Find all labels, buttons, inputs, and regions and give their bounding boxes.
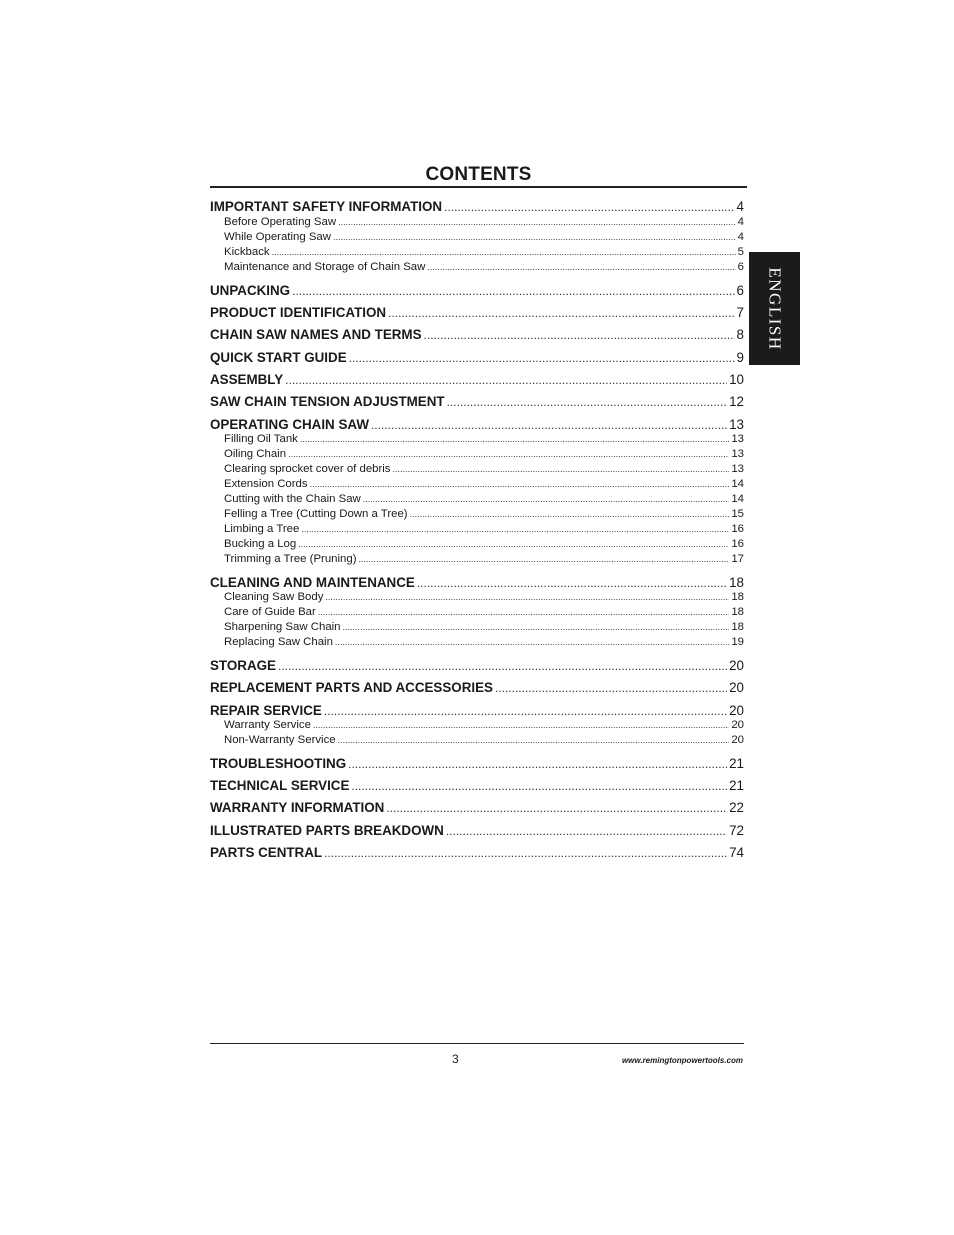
toc-subentry[interactable] (210, 432, 744, 447)
toc-entry-page: 22 (729, 800, 744, 816)
toc-subentry-page: 5 (737, 246, 744, 258)
toc-entry-page: 7 (736, 304, 744, 320)
toc-subentry-title: Before Operating Saw (224, 216, 337, 228)
dot-leader (324, 703, 727, 719)
toc-entry-title: TROUBLESHOOTING (210, 755, 347, 771)
dot-leader (292, 283, 734, 300)
dot-leader (335, 635, 729, 649)
table-of-contents (210, 198, 744, 867)
toc-entry-page: 21 (729, 778, 744, 794)
toc-subentry[interactable] (210, 245, 744, 260)
toc-entry[interactable] (210, 822, 744, 844)
toc-entry[interactable] (210, 416, 744, 433)
dot-leader (386, 800, 727, 817)
toc-entry-title: ILLUSTRATED PARTS BREAKDOWN (210, 822, 444, 838)
dot-leader (348, 756, 727, 773)
toc-subentry-page: 20 (731, 734, 744, 747)
page-number: 3 (452, 1052, 459, 1066)
toc-entry[interactable] (210, 657, 744, 679)
toc-entry-title: CHAIN SAW NAMES AND TERMS (210, 327, 422, 343)
toc-entry-title: STORAGE (210, 657, 276, 673)
dot-leader (338, 733, 730, 747)
dot-leader (333, 230, 736, 244)
toc-entry-title: REPAIR SERVICE (210, 702, 322, 718)
toc-subentry-title: Kickback (224, 246, 270, 258)
toc-subentry[interactable] (210, 260, 744, 282)
dot-leader (324, 845, 727, 862)
toc-subentry-page: 13 (731, 433, 744, 446)
dot-leader (288, 447, 729, 461)
toc-entry-title: OPERATING CHAIN SAW (210, 416, 369, 432)
toc-subentry-title: Extension Cords (224, 478, 308, 491)
dot-leader (388, 305, 734, 322)
dot-leader (427, 260, 735, 274)
toc-entry-title: PRODUCT IDENTIFICATION (210, 304, 387, 320)
toc-subentry-title: Maintenance and Storage of Chain Saw (224, 261, 426, 273)
toc-subentry-page: 16 (731, 538, 744, 551)
toc-subentry-page: 14 (731, 493, 744, 506)
toc-subentry-page: 15 (731, 508, 744, 521)
dot-leader (298, 537, 729, 551)
language-tab-label: ENGLISH (765, 266, 785, 351)
toc-subentry-page: 16 (731, 523, 744, 536)
toc-entry-title: IMPORTANT SAFETY INFORMATION (210, 199, 443, 214)
toc-subentry[interactable] (210, 215, 744, 230)
toc-subentry[interactable] (210, 462, 744, 477)
toc-entry-page: 4 (736, 199, 744, 214)
toc-subentry-title: Felling a Tree (Cutting Down a Tree) (224, 508, 408, 521)
toc-entry-page: 6 (736, 282, 744, 298)
toc-subentry-title: Cleaning Saw Body (224, 591, 324, 604)
toc-subentry-title: Clearing sprocket cover of debris (224, 463, 391, 476)
dot-leader (310, 477, 730, 491)
toc-subentry[interactable] (210, 230, 744, 245)
dot-leader (349, 350, 735, 367)
toc-entry[interactable] (210, 799, 744, 821)
toc-entry-page: 72 (729, 822, 744, 838)
toc-entry-page: 12 (729, 394, 744, 410)
toc-entry-title: REPLACEMENT PARTS AND ACCESSORIES (210, 680, 493, 696)
dot-leader (495, 680, 727, 697)
toc-entry[interactable] (210, 574, 744, 591)
toc-subentry-title: Oiling Chain (224, 448, 287, 461)
dot-leader (300, 432, 729, 446)
toc-subentry[interactable] (210, 590, 744, 605)
toc-entry-page: 74 (729, 845, 744, 861)
toc-entry-page: 9 (736, 349, 744, 365)
footer-url: www.remingtonpowertools.com (621, 1056, 743, 1065)
toc-entry-title: UNPACKING (210, 282, 291, 298)
toc-subentry-page: 18 (731, 606, 744, 619)
toc-entry[interactable] (210, 282, 744, 304)
dot-leader (371, 417, 727, 433)
dot-leader (447, 394, 728, 411)
toc-subentry-page: 13 (731, 463, 744, 476)
footer-divider (210, 1043, 744, 1044)
page-title: CONTENTS (425, 164, 532, 185)
dot-leader (272, 245, 736, 259)
language-tab (749, 252, 800, 365)
toc-subentry[interactable] (210, 507, 744, 522)
toc-subentry[interactable] (210, 635, 744, 657)
toc-subentry-title: Bucking a Log (224, 538, 297, 551)
toc-entry-title: CLEANING AND MAINTENANCE (210, 574, 415, 590)
toc-subentry[interactable] (210, 605, 744, 620)
toc-subentry-title: Replacing Saw Chain (224, 636, 333, 649)
toc-subentry-page: 6 (737, 261, 744, 273)
toc-entry[interactable] (210, 844, 744, 866)
toc-entry-page: 18 (729, 574, 744, 590)
toc-entry-title: PARTS CENTRAL (210, 845, 323, 861)
toc-entry-page: 8 (736, 327, 744, 343)
toc-entry[interactable] (210, 702, 744, 719)
toc-entry-page: 20 (729, 702, 744, 718)
toc-subentry-title: Non-Warranty Service (224, 734, 336, 747)
toc-entry[interactable] (210, 304, 744, 326)
dot-leader (359, 552, 730, 566)
dot-leader (417, 575, 727, 591)
toc-entry-title: SAW CHAIN TENSION ADJUSTMENT (210, 394, 445, 410)
toc-entry[interactable] (210, 326, 744, 348)
toc-subentry[interactable] (210, 447, 744, 462)
toc-subentry[interactable] (210, 522, 744, 537)
toc-entry-page: 20 (729, 680, 744, 696)
toc-subentry-page: 20 (731, 719, 744, 732)
toc-subentry[interactable] (210, 477, 744, 492)
toc-entry[interactable] (210, 393, 744, 415)
dot-leader (446, 823, 727, 840)
toc-subentry[interactable] (210, 620, 744, 635)
toc-subentry-title: Trimming a Tree (Pruning) (224, 553, 357, 566)
dot-leader (393, 462, 730, 476)
dot-leader (318, 605, 730, 619)
toc-entry[interactable] (210, 371, 744, 393)
toc-subentry[interactable] (210, 537, 744, 552)
toc-subentry[interactable] (210, 492, 744, 507)
toc-subentry-title: Limbing a Tree (224, 523, 300, 536)
toc-entry-page: 13 (729, 416, 744, 432)
dot-leader (285, 372, 727, 389)
dot-leader (325, 590, 729, 604)
toc-subentry-page: 4 (737, 216, 744, 228)
toc-subentry-page: 14 (731, 478, 744, 491)
dot-leader (363, 492, 730, 506)
toc-subentry[interactable] (210, 718, 744, 733)
dot-leader (301, 522, 729, 536)
toc-subentry-title: Care of Guide Bar (224, 606, 316, 619)
toc-subentry-page: 19 (731, 636, 744, 649)
title-divider (210, 186, 747, 188)
toc-subentry-page: 17 (731, 553, 744, 566)
toc-subentry[interactable] (210, 733, 744, 755)
dot-leader (424, 327, 735, 344)
dot-leader (351, 778, 727, 795)
toc-subentry-page: 18 (731, 621, 744, 634)
toc-entry[interactable] (210, 679, 744, 701)
toc-subentry-page: 13 (731, 448, 744, 461)
dot-leader (278, 658, 727, 675)
toc-entry[interactable] (210, 198, 744, 215)
toc-entry[interactable] (210, 349, 744, 371)
toc-entry-page: 20 (729, 657, 744, 673)
toc-entry-page: 21 (729, 755, 744, 771)
dot-leader (343, 620, 730, 634)
toc-subentry-title: Cutting with the Chain Saw (224, 493, 361, 506)
toc-entry-title: ASSEMBLY (210, 372, 284, 388)
toc-entry[interactable] (210, 755, 744, 777)
toc-entry[interactable] (210, 777, 744, 799)
toc-subentry-page: 18 (731, 591, 744, 604)
toc-entry-title: QUICK START GUIDE (210, 349, 347, 365)
dot-leader (338, 215, 736, 229)
toc-subentry-title: Sharpening Saw Chain (224, 621, 341, 634)
toc-entry-title: WARRANTY INFORMATION (210, 800, 385, 816)
toc-entry-page: 10 (729, 372, 744, 388)
dot-leader (313, 718, 729, 732)
toc-subentry-title: Warranty Service (224, 719, 311, 732)
toc-subentry-title: While Operating Saw (224, 231, 331, 243)
toc-subentry-title: Filling Oil Tank (224, 433, 298, 446)
toc-subentry[interactable] (210, 552, 744, 574)
dot-leader (410, 507, 730, 521)
dot-leader (444, 199, 734, 215)
toc-subentry-page: 4 (737, 231, 744, 243)
toc-entry-title: TECHNICAL SERVICE (210, 778, 350, 794)
